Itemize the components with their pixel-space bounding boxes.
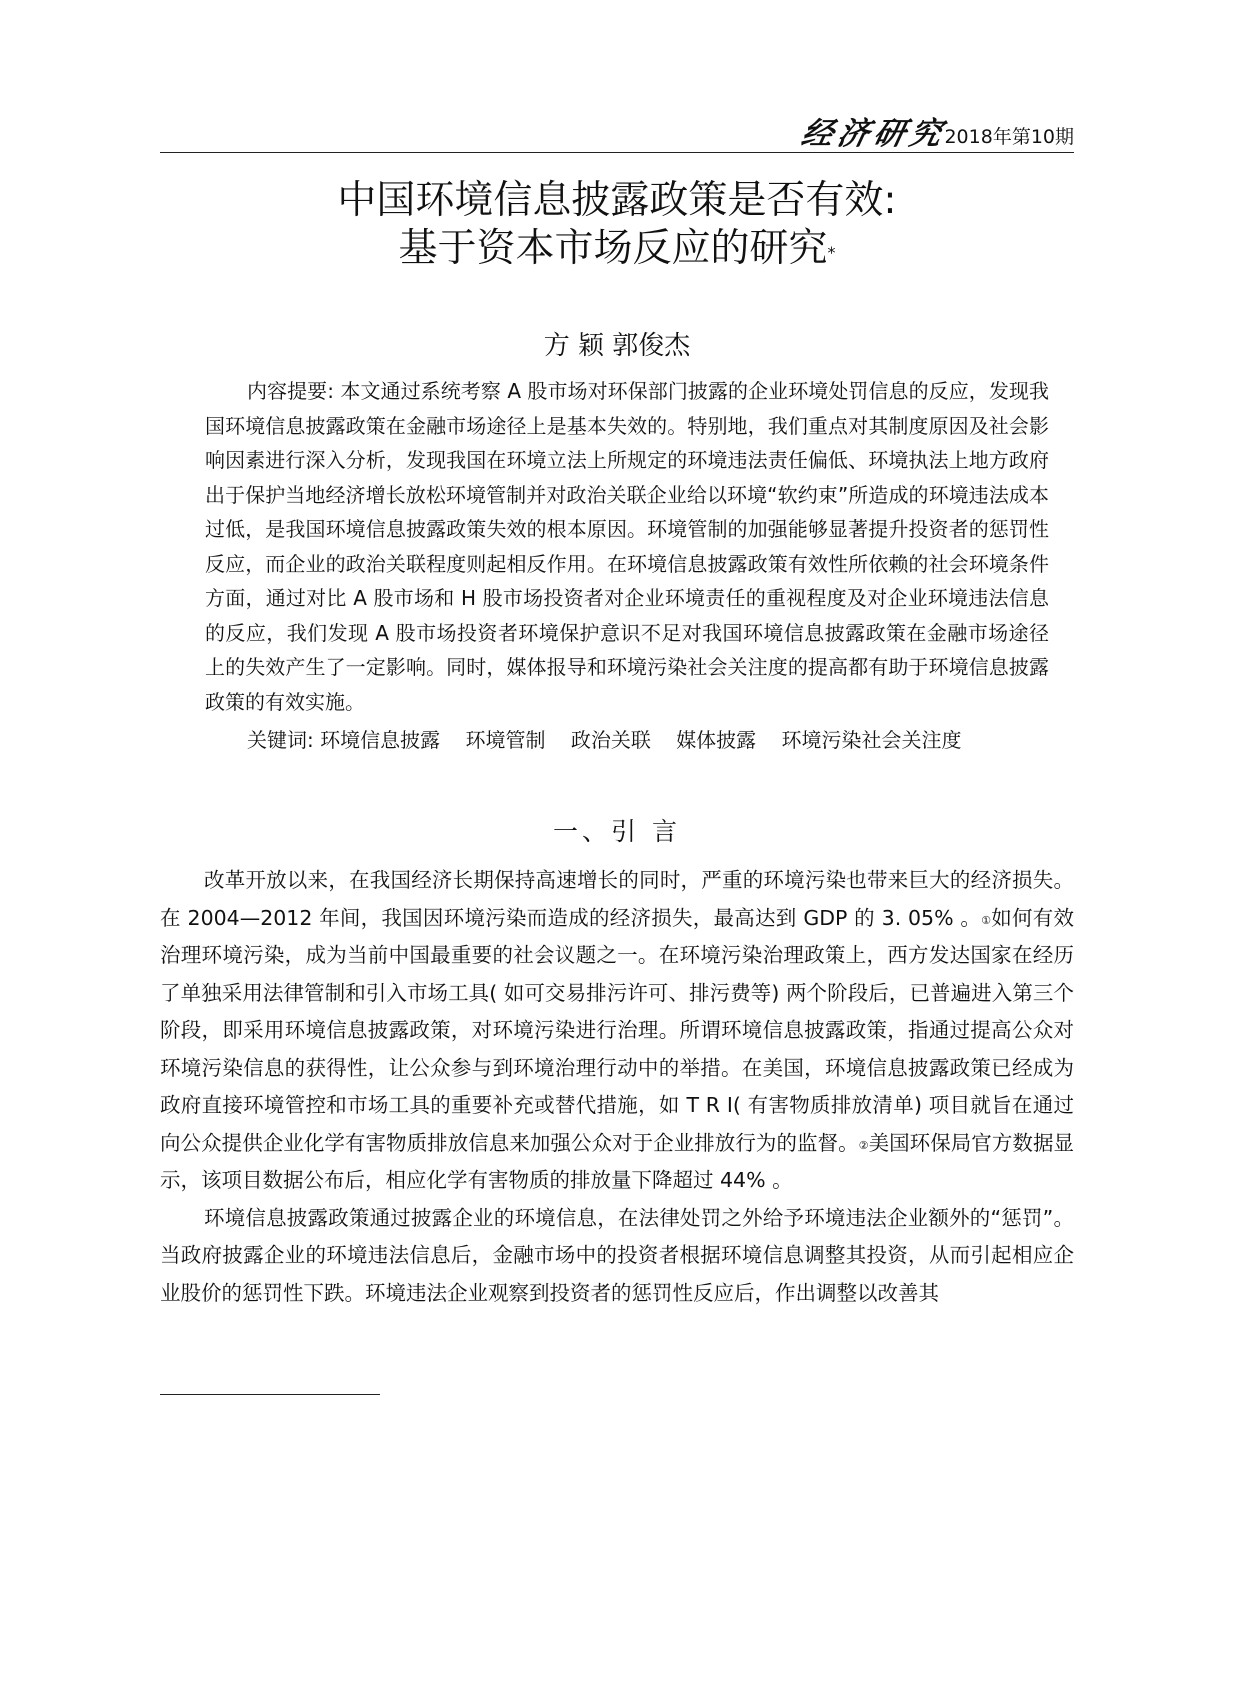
keyword: 政治关联 (570, 728, 651, 752)
section-heading: 一、引 言 (553, 817, 681, 846)
keywords (247, 723, 981, 757)
footnote-marker[interactable]: ① (981, 913, 992, 927)
paragraph-text: 环境信息披露政策通过披露企业的环境信息，在法律处罚之外给予环境违法企业额外的“惩罚”。当政府披露企业的环境违法信息后，金融市场中的投资者根据环境信息调整其投资，从而引起相应企业股价的惩罚性下跌。环境违法企业观察到投资者的惩罚性反应后，作出调整以改善其 (160, 1205, 1074, 1305)
keyword: 环境信息披露 (320, 728, 441, 752)
abstract-label: 内容提要: (247, 379, 334, 403)
paragraph (160, 862, 1074, 1200)
keyword: 环境管制 (465, 728, 546, 752)
keyword: 媒体披露 (676, 728, 757, 752)
abstract-text: 本文通过系统考察 A 股市场对环保部门披露的企业环境处罚信息的反应，发现我国环境信息披露政策在金融市场途径上是基本失效的。特别地，我们重点对其制度原因及社会影响因素进行深入分析，发现我国在环境立法上所规定的环境违法责任偏低、环境执法上地方政府出于保护当地经济增长放松环境管制并对政治关联企业给以环境“软约束”所造成的环境违法成本过低，是我国环境信息披露政策失效的根本原因。环境管制的加强能够显著提升投资者的惩罚性反应，而企业的政治关联程度则起相反作用。在环境信息披露政策有效性所依赖的社会环境条件方面，通过对比 A 股市场和 H 股市场投资者对企业环境责任的重视程度及对企业环境违法信息的反应，我们发现 A 股市场投资者环境保护意识不足对我国环境信息披露政策在金融市场途径上的失效产生了一定影响。同时，媒体报导和环境污染社会关注度的提高都有助于环境信息披露政策的有效实施。 (205, 379, 1049, 714)
keywords-label: 关键词: (247, 728, 314, 752)
title-line-2-text: 基于资本市场反应的研究 (398, 226, 828, 271)
footnote-divider (160, 1394, 380, 1395)
title-footnote-marker: * (827, 243, 836, 262)
footnote-marker[interactable]: ② (858, 1138, 869, 1152)
paragraph-text: 如何有效治理环境污染，成为当前中国最重要的社会议题之一。在环境污染治理政策上，西方发达国家在经历了单独采用法律管制和引入市场工具( 如可交易排污许可、排污费等) 两个阶段后，已普遍进入第三个阶段，即采用环境信息披露政策，对环境污染进行治理。所谓环境信息披露政策，指通过提高公众对环境污染信息的获得性，让公众参与到环境治理行动中的举措。在美国，环境信息披露政策已经成为政府直接环境管控和市场工具的重要补充或替代措施，如 T R I( 有害物质排放清单) 项目就旨在通过向公众提供企业化学有害物质排放信息来加强公众对于企业排放行为的监督。 (160, 905, 1074, 1155)
paragraph-text: 美国环保局官方数据显示，该项目数据公布后，相应化学有害物质的排放量下降超过 44% 。 (160, 1130, 1074, 1192)
keyword: 环境污染社会关注度 (781, 728, 962, 752)
title-line-2 (160, 222, 1074, 276)
issue-label: 2018年第10期 (944, 126, 1074, 148)
journal-logo: 经济研究 (798, 116, 950, 152)
paragraph-text: 改革开放以来，在我国经济长期保持高速增长的同时，严重的环境污染也带来巨大的经济损失。在 2004—2012 年间，我国因环境污染而造成的经济损失，最高达到 GDP 的 3. 05% 。 (160, 868, 1074, 930)
abstract (205, 374, 1049, 719)
title-line-1: 中国环境信息披露政策是否有效: (337, 178, 897, 223)
paragraph (160, 1200, 1074, 1313)
page-header (160, 116, 1074, 153)
authors: 方 颖 郭俊杰 (543, 331, 691, 361)
body-text (160, 862, 1074, 1312)
